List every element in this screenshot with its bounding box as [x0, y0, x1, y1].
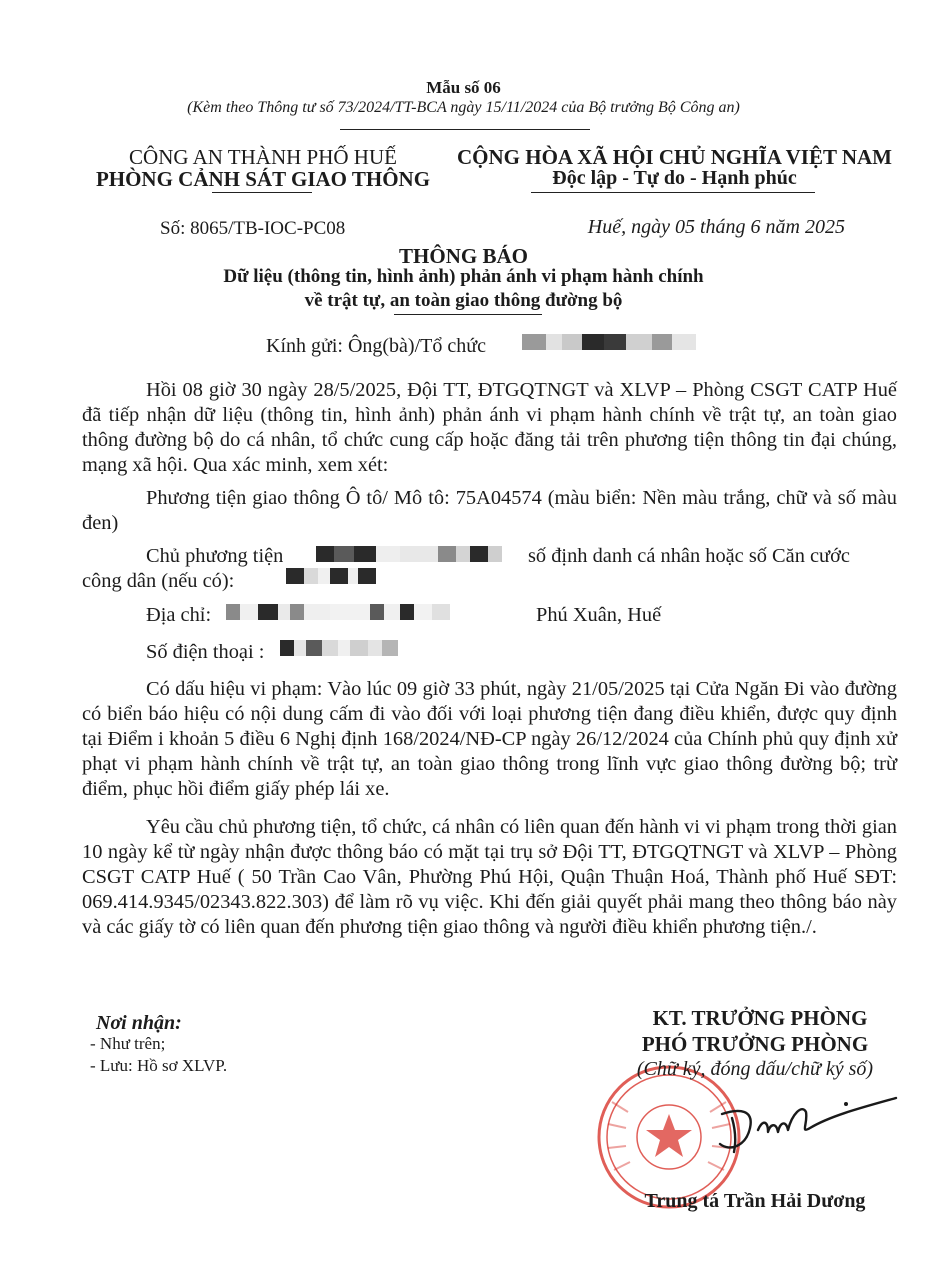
phone-label: Số điện thoại :	[146, 641, 265, 663]
owner-suffix: số định danh cá nhân hoặc số Căn cước	[528, 545, 850, 567]
title-underline	[394, 314, 542, 315]
form-number: Mẫu số 06	[426, 78, 501, 97]
agency-parent: CÔNG AN THÀNH PHỐ HUẾ	[129, 145, 397, 169]
paragraph-intro: Hồi 08 giờ 30 ngày 28/5/2025, Đội TT, ĐTGQTNGT và XLVP – Phòng CSGT CATP Huế đã tiếp nhận dữ liệu (thông tin, hình ảnh) phản ánh vi phạm hành chính về trật tự, an toàn giao thông đường bộ do cá nhân, tổ chức cung cấp hoặc đăng tải trên phương tiện thông tin đại chúng, mạng xã hội. Qua xác minh, xem xét:	[82, 379, 897, 476]
paragraph-violation: Có dấu hiệu vi phạm: Vào lúc 09 giờ 33 phút, ngày 21/05/2025 tại Cửa Ngăn Đi vào đường có biển báo hiệu có nội dung cấm đi vào đối với loại phương tiện đang điều khiển, được quy định tại Điểm i khoản 5 điều 6 Nghị định 168/2024/NĐ-CP ngày 26/12/2024 của Chính phủ quy định xử phạt vi phạm hành chính về trật tự, an toàn giao thông trong lĩnh vực giao thông đường bộ; trừ điểm, phục hồi điểm giấy phép lái xe.	[82, 678, 897, 800]
document-number: Số: 8065/TB-IOC-PC08	[160, 218, 346, 239]
redacted-citizen-id	[286, 568, 376, 584]
agency-underline	[212, 192, 312, 193]
national-motto: Độc lập - Tự do - Hạnh phúc	[552, 167, 797, 189]
redacted-recipient	[522, 334, 696, 350]
address-label: Địa chỉ:	[146, 604, 212, 626]
redacted-phone	[280, 640, 398, 656]
signature-note: (Chữ ký, đóng dấu/chữ ký số)	[636, 1058, 874, 1080]
signer-name: Trung tá Trần Hải Dương	[644, 1190, 866, 1212]
paragraph-vehicle: Phương tiện giao thông Ô tô/ Mô tô: 75A04574 (màu biển: Nền màu trắng, chữ và số màu đen)	[82, 487, 897, 534]
handwritten-signature	[710, 1084, 900, 1164]
document-subtitle-line2: về trật tự, an toàn giao thông đường bộ	[304, 290, 623, 311]
recipient-label: Kính gửi: Ông(bà)/Tổ chức	[266, 335, 486, 357]
owner-label: Chủ phương tiện	[146, 545, 284, 567]
national-title: CỘNG HÒA XÃ HỘI CHỦ NGHĨA VIỆT NAM	[456, 145, 893, 169]
recipients-label: Nơi nhận:	[96, 1012, 182, 1034]
paragraph-request: Yêu cầu chủ phương tiện, tổ chức, cá nhân có liên quan đến hành vi vi phạm trong thời gian 10 ngày kể từ ngày nhận được thông báo có mặt tại trụ sở Đội TT, ĐTGQTNGT và XLVP – Phòng CSGT CATP Huế ( 50 Trần Cao Vân, Phường Phú Hội, Quận Thuận Hoá, Thành phố Huế SĐT: 069.414.9345/02343.822.303) để làm rõ vụ việc. Khi đến giải quyết phải mang theo thông báo này và các giấy tờ có liên quan đến phương tiện giao thông và người điều khiển phương tiện./.	[82, 816, 897, 938]
agency-name: PHÒNG CẢNH SÁT GIAO THÔNG	[95, 167, 431, 191]
recipients-item: - Như trên;	[90, 1034, 166, 1053]
signature-title-1: KT. TRƯỞNG PHÒNG	[652, 1006, 868, 1030]
motto-underline	[531, 192, 815, 193]
citizen-id-label: công dân (nếu có):	[82, 570, 235, 592]
redacted-owner-name	[316, 546, 502, 562]
address-suffix: Phú Xuân, Huế	[536, 604, 662, 626]
redacted-address	[226, 604, 450, 620]
document-subtitle-line1: Dữ liệu (thông tin, hình ảnh) phản ánh vi phạm hành chính	[223, 266, 704, 287]
place-date: Huế, ngày 05 tháng 6 năm 2025	[587, 216, 845, 238]
document-title: THÔNG BÁO	[399, 244, 528, 268]
recipients-item: - Lưu: Hồ sơ XLVP.	[90, 1056, 228, 1075]
stamp-star-icon	[646, 1114, 692, 1157]
header-divider	[340, 129, 590, 130]
attached-note: (Kèm theo Thông tư số 73/2024/TT-BCA ngày 15/11/2024 của Bộ trưởng Bộ Công an)	[187, 99, 740, 116]
signature-title-2: PHÓ TRƯỞNG PHÒNG	[641, 1032, 869, 1056]
